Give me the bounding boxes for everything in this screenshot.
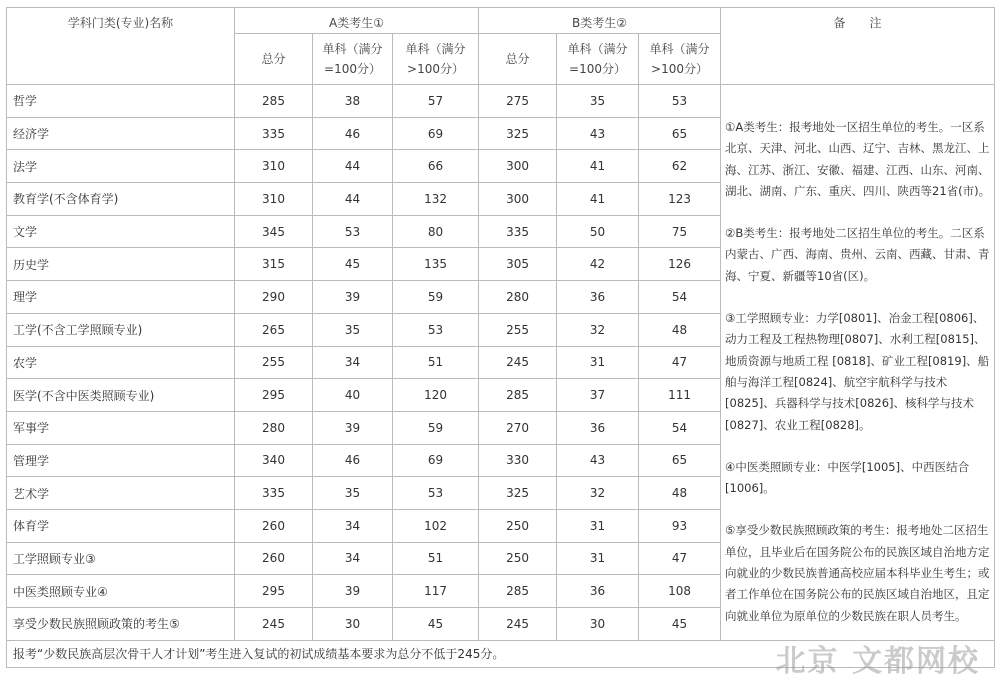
score-b-single-over: 108 — [639, 575, 721, 608]
score-a-total: 335 — [235, 117, 313, 150]
score-b-single-over: 62 — [639, 150, 721, 183]
score-b-total: 275 — [479, 85, 557, 118]
score-b-single-100: 31 — [557, 542, 639, 575]
score-b-single-over: 126 — [639, 248, 721, 281]
header-name-column: 学科门类(专业)名称 — [7, 8, 235, 85]
score-a-total: 280 — [235, 411, 313, 444]
score-b-total: 245 — [479, 346, 557, 379]
subject-name: 军事学 — [7, 411, 235, 444]
score-b-single-over: 53 — [639, 85, 721, 118]
score-b-single-over: 47 — [639, 346, 721, 379]
score-a-single-over: 69 — [393, 444, 479, 477]
subject-name: 艺术学 — [7, 477, 235, 510]
table-body — [7, 85, 995, 641]
score-a-single-over: 120 — [393, 379, 479, 412]
score-b-single-100: 35 — [557, 85, 639, 118]
header-b-total: 总分 — [479, 34, 557, 85]
score-a-single-over: 135 — [393, 248, 479, 281]
score-a-total: 260 — [235, 509, 313, 542]
score-a-total: 285 — [235, 85, 313, 118]
score-a-single-over: 59 — [393, 281, 479, 314]
subject-name: 工学照顾专业③ — [7, 542, 235, 575]
score-a-single-100: 44 — [313, 183, 393, 216]
score-b-total: 335 — [479, 215, 557, 248]
score-a-single-100: 44 — [313, 150, 393, 183]
score-a-total: 310 — [235, 183, 313, 216]
score-a-single-100: 53 — [313, 215, 393, 248]
score-b-total: 300 — [479, 183, 557, 216]
score-a-total: 255 — [235, 346, 313, 379]
score-a-single-100: 39 — [313, 281, 393, 314]
score-b-single-over: 75 — [639, 215, 721, 248]
subject-name: 体育学 — [7, 509, 235, 542]
remark-item: ⑤享受少数民族照顾政策的考生：报考地处二区招生单位，且毕业后在国务院公布的民族区域自治地方定向就业的少数民族普通高校应届本科毕业生考生；或者工作单位在国务院公布的民族区域自治地区，且定向就业单位为原单位的少数民族在职人员考生。 — [725, 523, 990, 623]
score-a-single-100: 34 — [313, 346, 393, 379]
score-a-total: 295 — [235, 379, 313, 412]
score-a-single-100: 39 — [313, 411, 393, 444]
score-a-single-100: 45 — [313, 248, 393, 281]
score-b-single-over: 65 — [639, 444, 721, 477]
score-b-single-over: 48 — [639, 313, 721, 346]
score-a-single-100: 38 — [313, 85, 393, 118]
score-a-single-over: 66 — [393, 150, 479, 183]
score-b-single-over: 93 — [639, 509, 721, 542]
score-b-single-100: 41 — [557, 150, 639, 183]
score-a-single-over: 53 — [393, 313, 479, 346]
score-a-total: 345 — [235, 215, 313, 248]
score-a-single-100: 46 — [313, 117, 393, 150]
score-a-total: 315 — [235, 248, 313, 281]
score-b-single-100: 37 — [557, 379, 639, 412]
score-a-single-over: 102 — [393, 509, 479, 542]
score-table — [6, 7, 995, 668]
header-group-b: B类考生② — [479, 8, 721, 34]
score-b-total: 285 — [479, 379, 557, 412]
header-a-single-over: 单科（满分>100分） — [393, 34, 479, 85]
score-a-single-over: 51 — [393, 346, 479, 379]
subject-name: 中医类照顾专业④ — [7, 575, 235, 608]
score-b-single-over: 45 — [639, 608, 721, 641]
header-b-single-100: 单科（满分=100分） — [557, 34, 639, 85]
score-b-total: 250 — [479, 542, 557, 575]
subject-name: 经济学 — [7, 117, 235, 150]
score-b-single-100: 36 — [557, 575, 639, 608]
subject-name: 管理学 — [7, 444, 235, 477]
subject-name: 医学(不含中医类照顾专业) — [7, 379, 235, 412]
score-b-single-100: 50 — [557, 215, 639, 248]
score-b-single-100: 36 — [557, 281, 639, 314]
score-b-single-100: 43 — [557, 444, 639, 477]
score-a-total: 245 — [235, 608, 313, 641]
score-a-single-over: 59 — [393, 411, 479, 444]
header-remarks: 备 注 — [721, 8, 995, 85]
score-b-total: 270 — [479, 411, 557, 444]
score-a-single-100: 40 — [313, 379, 393, 412]
score-b-total: 325 — [479, 117, 557, 150]
subject-name: 工学(不含工学照顾专业) — [7, 313, 235, 346]
subject-name: 农学 — [7, 346, 235, 379]
score-b-single-100: 31 — [557, 346, 639, 379]
subject-name: 享受少数民族照顾政策的考生⑤ — [7, 608, 235, 641]
score-a-total: 335 — [235, 477, 313, 510]
score-a-single-over: 69 — [393, 117, 479, 150]
score-b-single-over: 48 — [639, 477, 721, 510]
score-a-single-over: 57 — [393, 85, 479, 118]
score-b-single-over: 54 — [639, 281, 721, 314]
score-a-single-over: 132 — [393, 183, 479, 216]
score-b-total: 305 — [479, 248, 557, 281]
score-b-single-100: 31 — [557, 509, 639, 542]
score-b-single-100: 32 — [557, 477, 639, 510]
score-b-total: 245 — [479, 608, 557, 641]
score-a-single-over: 117 — [393, 575, 479, 608]
table-row — [7, 85, 995, 118]
score-a-single-100: 35 — [313, 477, 393, 510]
subject-name: 文学 — [7, 215, 235, 248]
subject-name: 历史学 — [7, 248, 235, 281]
header-a-total: 总分 — [235, 34, 313, 85]
subject-name: 教育学(不含体育学) — [7, 183, 235, 216]
score-b-total: 330 — [479, 444, 557, 477]
remark-item: ③工学照顾专业：力学[0801]、冶金工程[0806]、动力工程及工程热物理[0807]、水利工程[0815]、地质资源与地质工程 [0818]、矿业工程[0819]、船舶与海洋工程[0824]、航空宇航科学与技术[0825]、兵器科学与技术[0826]、核科学与技术[0827]、农业工程[0828]。 — [725, 311, 990, 432]
score-a-total: 340 — [235, 444, 313, 477]
score-a-single-over: 51 — [393, 542, 479, 575]
header-a-single-100: 单科（满分=100分） — [313, 34, 393, 85]
score-b-total: 285 — [479, 575, 557, 608]
score-a-total: 295 — [235, 575, 313, 608]
score-b-total: 280 — [479, 281, 557, 314]
score-a-total: 260 — [235, 542, 313, 575]
score-a-single-100: 39 — [313, 575, 393, 608]
score-a-total: 290 — [235, 281, 313, 314]
subject-name: 哲学 — [7, 85, 235, 118]
score-b-single-over: 123 — [639, 183, 721, 216]
footer-note: 报考“少数民族高层次骨干人才计划”考生进入复试的初试成绩基本要求为总分不低于245分。 — [7, 640, 995, 667]
remark-item: ①A类考生：报考地处一区招生单位的考生。一区系北京、天津、河北、山西、辽宁、吉林、黑龙江、上海、江苏、浙江、安徽、福建、江西、山东、河南、湖北、湖南、广东、重庆、四川、陕西等21省(市)。 — [725, 120, 991, 198]
score-a-single-over: 45 — [393, 608, 479, 641]
score-b-single-100: 41 — [557, 183, 639, 216]
score-b-single-100: 32 — [557, 313, 639, 346]
score-a-single-over: 80 — [393, 215, 479, 248]
score-b-total: 255 — [479, 313, 557, 346]
score-a-single-100: 34 — [313, 542, 393, 575]
remark-item: ②B类考生：报考地处二区招生单位的考生。二区系内蒙古、广西、海南、贵州、云南、西藏、甘肃、青海、宁夏、新疆等10省(区)。 — [725, 226, 990, 283]
score-b-single-100: 43 — [557, 117, 639, 150]
score-a-single-100: 35 — [313, 313, 393, 346]
remarks-notes — [721, 85, 995, 641]
score-a-single-100: 34 — [313, 509, 393, 542]
score-b-total: 325 — [479, 477, 557, 510]
remark-item: ④中医类照顾专业：中医学[1005]、中西医结合[1006]。 — [725, 459, 970, 496]
score-b-total: 300 — [479, 150, 557, 183]
watermark: 北京 文都网校 — [775, 644, 980, 679]
score-b-single-over: 47 — [639, 542, 721, 575]
score-b-single-100: 36 — [557, 411, 639, 444]
subject-name: 法学 — [7, 150, 235, 183]
score-b-single-over: 54 — [639, 411, 721, 444]
header-group-a: A类考生① — [235, 8, 479, 34]
subject-name: 理学 — [7, 281, 235, 314]
score-b-single-100: 30 — [557, 608, 639, 641]
score-a-single-100: 30 — [313, 608, 393, 641]
score-b-single-100: 42 — [557, 248, 639, 281]
score-a-single-100: 46 — [313, 444, 393, 477]
header-b-single-over: 单科（满分>100分） — [639, 34, 721, 85]
score-b-total: 250 — [479, 509, 557, 542]
score-b-single-over: 111 — [639, 379, 721, 412]
score-a-total: 265 — [235, 313, 313, 346]
score-a-single-over: 53 — [393, 477, 479, 510]
score-a-total: 310 — [235, 150, 313, 183]
score-b-single-over: 65 — [639, 117, 721, 150]
